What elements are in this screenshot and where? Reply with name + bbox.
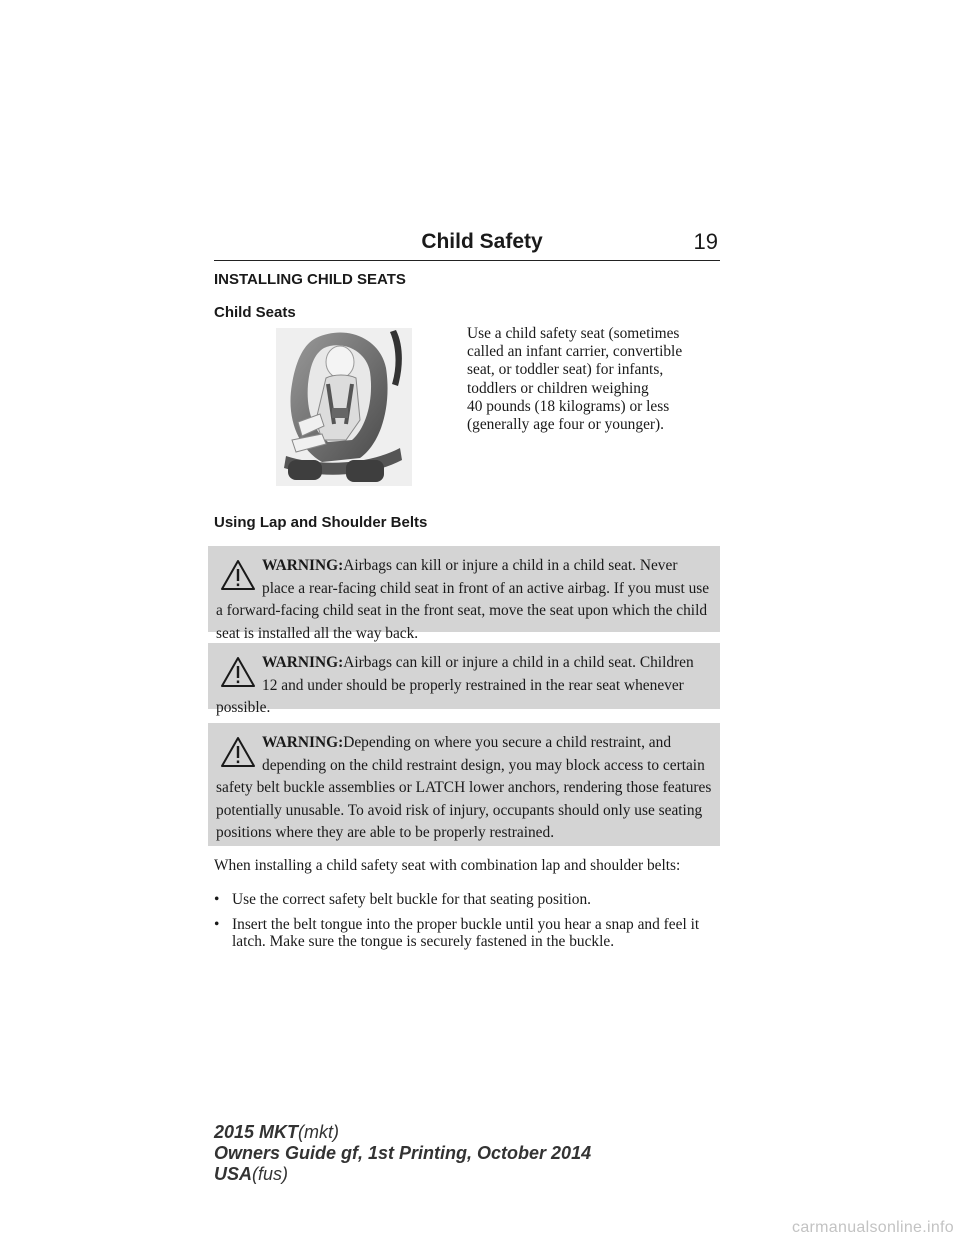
- list-item: [214, 916, 720, 951]
- page-footer: [214, 1122, 734, 1185]
- watermark: carmanualsonline.info: [792, 1219, 954, 1236]
- warning-triangle-icon: [216, 555, 260, 595]
- warning-label: WARNING:: [262, 734, 344, 751]
- list-item: [214, 891, 720, 909]
- footer-model: 2015 MKT: [214, 1122, 299, 1142]
- child-seat-intro: Use a child safety seat (sometimes called an infant carrier, convertible seat, or toddler seat) for infants, toddlers or children weighing 40 pounds (18 kilograms) or less (generally age four or younger).: [467, 325, 683, 434]
- warning-box: [208, 546, 720, 642]
- warning-triangle-icon: [216, 732, 260, 772]
- page-number: 19: [693, 229, 718, 254]
- warning-box: [208, 643, 720, 716]
- warning-text: Airbags can kill or injure a child in a child seat. Never place a rear-facing child seat in front of an active airbag. If you must use a forward-facing child seat in the front seat, move the seat upon which the child seat is installed all the way back.: [216, 557, 710, 642]
- section-title: Child Safety: [421, 230, 543, 253]
- lap-shoulder-heading: Using Lap and Shoulder Belts: [214, 514, 428, 531]
- page-header: [214, 226, 720, 261]
- footer-region-code: (fus): [252, 1164, 289, 1184]
- footer-region: USA: [214, 1164, 253, 1184]
- warning-text: Depending on where you secure a child restraint, and depending on the child restraint design, you may block access to certain safety belt buckle assemblies or LATCH lower anchors, rendering those features potentially unusable. To avoid risk of injury, occupants should only use seating positions where they are able to be properly restrained.: [216, 734, 712, 841]
- bullet-list: [214, 891, 720, 958]
- warning-triangle-icon: [216, 652, 260, 692]
- child-seat-illustration: [276, 328, 412, 486]
- list-item-text: Insert the belt tongue into the proper buckle until you hear a snap and feel it latch. Make sure the tongue is securely fastened in the buckle.: [232, 915, 700, 950]
- list-item-text: Use the correct safety belt buckle for that seating position.: [232, 891, 591, 908]
- body-paragraph: When installing a child safety seat with combination lap and shoulder belts:: [214, 857, 681, 874]
- warning-box: [208, 723, 720, 846]
- footer-line-3: [214, 1164, 734, 1185]
- warning-label: WARNING:: [262, 654, 344, 671]
- footer-model-code: (mkt): [298, 1122, 340, 1142]
- bullet-glyph: •: [214, 915, 220, 933]
- child-seats-heading: Child Seats: [214, 304, 296, 321]
- footer-line-1: [214, 1122, 734, 1143]
- warning-text: Airbags can kill or injure a child in a child seat. Children 12 and under should be properly restrained in the rear seat whenever possible.: [216, 654, 694, 716]
- main-heading: INSTALLING CHILD SEATS: [214, 271, 406, 288]
- footer-line-2: Owners Guide gf, 1st Printing, October 2014: [214, 1143, 592, 1163]
- warning-label: WARNING:: [262, 557, 344, 574]
- bullet-glyph: •: [214, 891, 220, 908]
